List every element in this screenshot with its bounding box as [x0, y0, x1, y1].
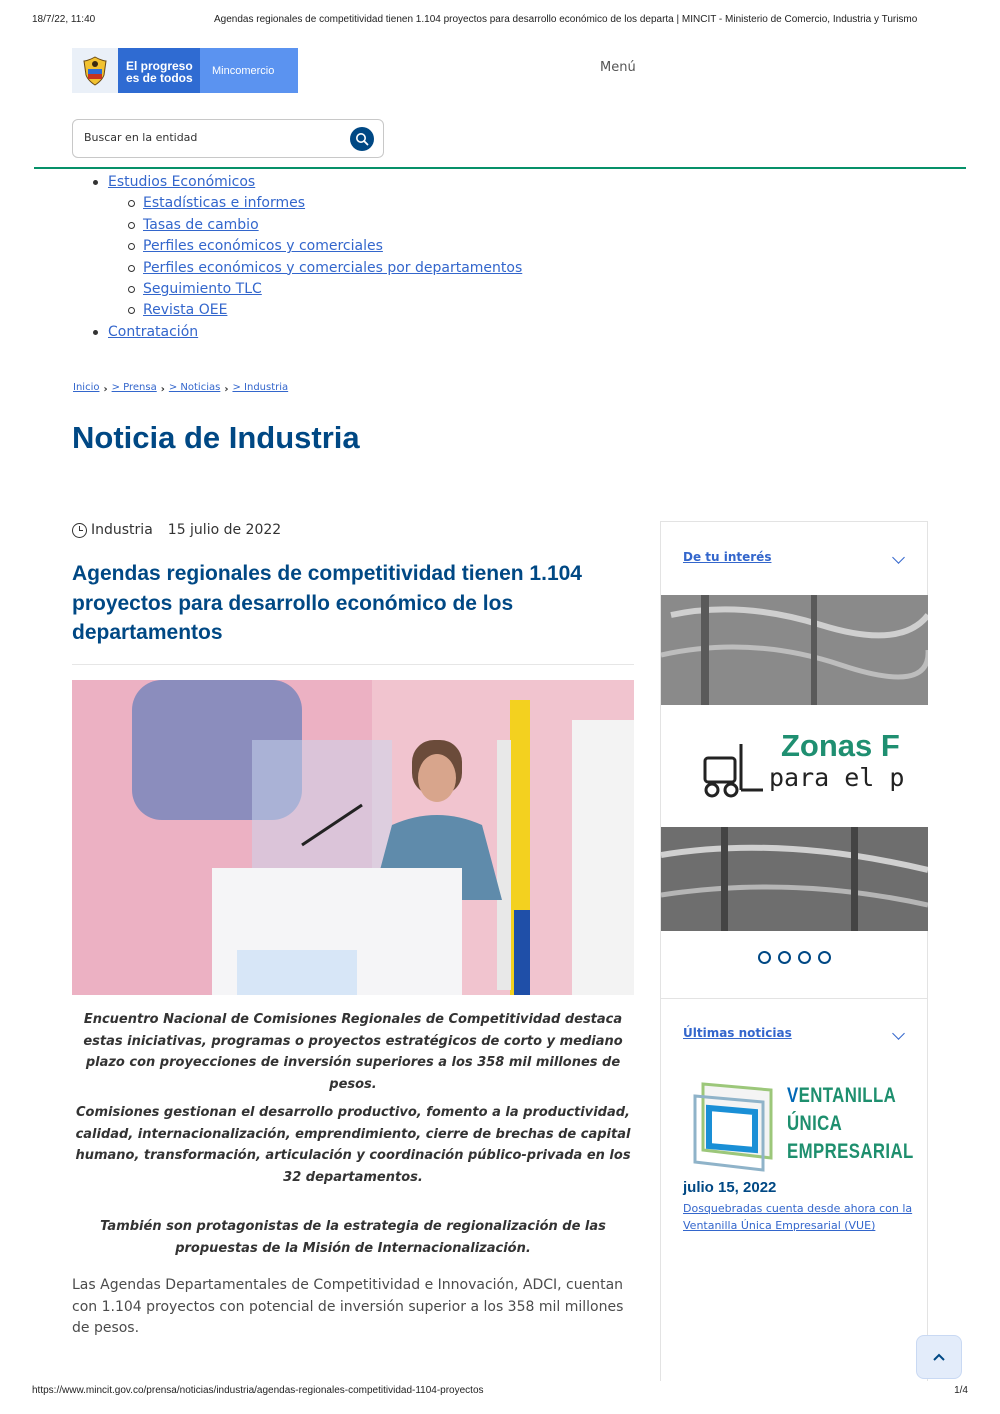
page-title: Noticia de Industria [72, 420, 360, 455]
interest-banner[interactable] [661, 595, 928, 931]
article-meta [72, 522, 281, 538]
clock-icon [72, 523, 87, 538]
chevron-up-icon [932, 1352, 946, 1362]
breadcrumb-chevron-icon: › [160, 384, 165, 395]
title-divider [72, 664, 634, 665]
article-lead-3: También son protagonistas de la estrategia de regionalización de las propuestas de la Misión de Internacionalización. [100, 1219, 606, 1256]
nav-link-tasas[interactable]: Tasas de cambio [143, 216, 259, 233]
nav-subitem [90, 215, 522, 236]
nav-link-perfiles[interactable]: Perfiles económicos y comerciales [143, 238, 383, 255]
breadcrumb-inicio[interactable]: Inicio [73, 382, 100, 393]
carousel-dot-1[interactable] [758, 951, 771, 964]
header-divider [34, 167, 966, 169]
logo-line-2: es de todos [126, 71, 193, 85]
article-title: Agendas regionales de competitividad tienen 1.104 proyectos para desarrollo económico de los departamentos [72, 562, 582, 644]
sidebar [660, 521, 928, 1381]
vue-word-1: VENTANILLA [787, 1084, 897, 1107]
search-box [72, 119, 384, 158]
logo-slogan [118, 48, 200, 93]
menu-button[interactable]: Menú [600, 60, 636, 75]
breadcrumb [73, 382, 288, 395]
news-link[interactable]: Dosquebradas cuenta desde ahora con la Ventanilla Única Empresarial (VUE) [683, 1202, 913, 1232]
print-datetime: 18/7/22, 11:40 [32, 14, 96, 25]
nav-link-revista-oee[interactable]: Revista OEE [143, 302, 228, 319]
nav-link-estudios[interactable]: Estudios Económicos [108, 174, 256, 190]
print-url: https://www.mincit.gov.co/prensa/noticias/industria/agendas-regionales-competitividad-1104-proyectos [32, 1385, 484, 1396]
nav-subitem [90, 300, 522, 321]
forklift-icon [699, 738, 769, 808]
search-icon [355, 132, 369, 146]
article-lead-1: Encuentro Nacional de Comisiones Regionales de Competitividad destaca estas iniciativas, programas o proyectos estratégicos de corto y mediano plazo con proyecciones de inversión superiores a los 358 mil millones de pesos. [83, 1012, 623, 1092]
nav-subitem [90, 279, 522, 300]
print-page-number: 1/4 [954, 1385, 968, 1396]
nav-link-estadisticas[interactable]: Estadísticas e informes [143, 195, 306, 212]
search-input[interactable] [84, 131, 344, 144]
nav-subitem [90, 236, 522, 257]
nav-subitem [90, 258, 522, 279]
scroll-top-button[interactable] [916, 1335, 962, 1379]
logo-entity: Mincomercio [200, 48, 298, 93]
breadcrumb-industria[interactable]: > Industria [232, 382, 289, 393]
vue-logo[interactable] [691, 1080, 914, 1175]
carousel-dots [758, 951, 831, 964]
nav-subitem [90, 193, 522, 214]
breadcrumb-noticias[interactable]: > Noticias [168, 382, 221, 393]
banner-subtitle: para el p [769, 763, 905, 792]
interest-heading[interactable]: De tu interés [683, 550, 772, 564]
nav-item-estudios [90, 172, 522, 193]
nav-menu [90, 172, 522, 343]
article-photo [72, 680, 634, 995]
carousel-dot-4[interactable] [818, 951, 831, 964]
carousel-dot-3[interactable] [798, 951, 811, 964]
vue-word-2: ÚNICA [787, 1112, 843, 1135]
vue-emblem-icon [691, 1080, 781, 1175]
latest-news-heading[interactable]: Últimas noticias [683, 1026, 792, 1040]
logo-line-1: El progreso [126, 59, 193, 73]
article-category: Industria [91, 522, 153, 538]
news-date: julio 15, 2022 [683, 1179, 777, 1196]
site-logo[interactable] [72, 48, 298, 93]
article-date: 15 julio de 2022 [167, 522, 282, 538]
sidebar-divider [661, 998, 928, 999]
article-body: Las Agendas Departamentales de Competitividad e Innovación, ADCI, cuentan con 1.104 proyectos con potencial de inversión superior a los 358 mil millones de pesos. [72, 1277, 624, 1336]
nav-link-perfiles-departamentos[interactable]: Perfiles económicos y comerciales por departamentos [143, 259, 523, 276]
breadcrumb-chevron-icon: › [103, 384, 108, 395]
search-button[interactable] [350, 127, 374, 151]
nav-item-contratacion [90, 322, 522, 343]
print-doc-title: Agendas regionales de competitividad tienen 1.104 proyectos para desarrollo económico de los departa | MINCIT - Ministerio de Comercio, Industria y Turismo [214, 14, 918, 25]
nav-link-seguimiento-tlc[interactable]: Seguimiento TLC [143, 281, 262, 298]
banner-title: Zonas F [781, 728, 900, 763]
article-lead-2: Comisiones gestionan el desarrollo productivo, fomento a la productividad, calidad, internacionalización, emprendimiento, cierre de brechas de capital humano, transformación, articulación y coordinación público-privada en los 32 departamentos. [75, 1105, 631, 1185]
breadcrumb-prensa[interactable]: > Prensa [111, 382, 157, 393]
carousel-dot-2[interactable] [778, 951, 791, 964]
chevron-down-icon[interactable] [892, 551, 905, 564]
chevron-down-icon[interactable] [892, 1027, 905, 1040]
nav-link-contratacion[interactable]: Contratación [108, 323, 199, 340]
breadcrumb-chevron-icon: › [224, 384, 229, 395]
vue-word-3: EMPRESARIAL [787, 1140, 914, 1163]
coat-of-arms-icon [72, 48, 118, 93]
